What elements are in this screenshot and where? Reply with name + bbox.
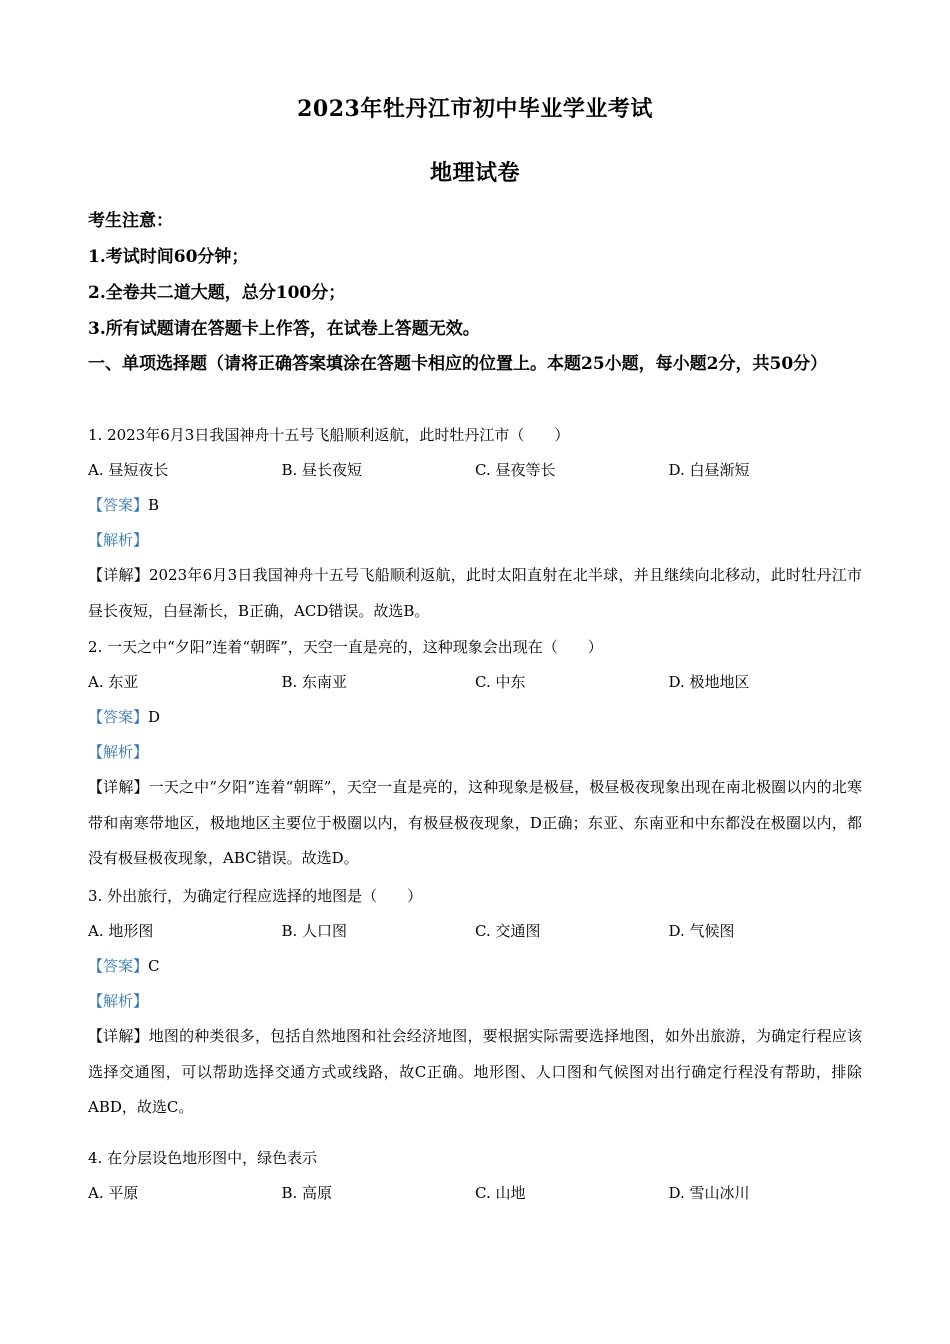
notice-block [88,203,862,347]
option-b: B. 人口图 [281,922,348,940]
answer-tag: 【答案】 [88,708,149,726]
detail-text: 2023年6月3日我国神舟十五号飞船顺利返航，此时太阳直射在北半球，并且继续向北移动，此时牡丹江市昼长夜短，白昼渐长，B正确，ACD错误。故选B。 [88,566,862,620]
options-row [88,665,862,700]
answer-tag: 【答案】 [88,957,149,975]
detail-tag: 【详解】 [88,778,149,796]
detail-tag: 【详解】 [88,1027,149,1045]
option-a: A. 昼短夜长 [88,461,169,479]
notice-item: 3.所有试题请在答题卡上作答，在试卷上答题无效。 [88,319,480,339]
option-c: C. 中东 [475,673,526,691]
answer-value: D [148,708,161,726]
analysis-tag: 【解析】 [88,992,149,1010]
option-d: D. 白昼渐短 [668,461,750,479]
detail-paragraph [88,1019,862,1126]
notice-item: 2.全卷共二道大题，总分100分； [88,283,346,303]
question-stem: 1. 2023年6月3日我国神舟十五号飞船顺利返航，此时牡丹江市（ ） [88,426,570,444]
question-2 [88,630,862,877]
section-text: 一、单项选择题（请将正确答案填涂在答题卡相应的位置上。本题25小题，每小题2分，共50分） [88,354,828,374]
answer-tag: 【答案】 [88,496,149,514]
option-a: A. 地形图 [88,922,154,940]
answer-line [88,949,862,984]
options-row [88,914,862,949]
question-stem: 4. 在分层设色地形图中，绿色表示 [88,1149,318,1167]
analysis-line [88,523,862,558]
analysis-line [88,735,862,770]
question-3 [88,879,862,1126]
option-b: B. 高原 [281,1184,333,1202]
option-b: B. 东南亚 [281,673,348,691]
analysis-tag: 【解析】 [88,531,149,549]
detail-text: 一天之中“夕阳”连着“朝晖”，天空一直是亮的，这种现象是极昼，极昼极夜现象出现在南北极圈以内的北寒带和南寒带地区，极地地区主要位于极圈以内，有极昼极夜现象，D正确；东亚、东南亚和中东都没在极圈以内，都没有极昼极夜现象，ABC错误。故选D。 [88,778,862,867]
notice-heading: 考生注意： [88,211,173,231]
analysis-line [88,984,862,1019]
exam-subtitle: 地理试卷 [429,160,520,186]
option-d: D. 气候图 [668,922,735,940]
analysis-tag: 【解析】 [88,743,149,761]
exam-title: 2023年牡丹江市初中毕业学业考试 [297,96,653,122]
detail-paragraph [88,558,862,629]
option-c: C. 山地 [475,1184,526,1202]
section-heading [88,346,862,383]
question-4 [88,1141,862,1211]
option-a: A. 东亚 [88,673,139,691]
detail-tag: 【详解】 [88,566,149,584]
option-a: A. 平原 [88,1184,139,1202]
detail-text: 地图的种类很多，包括自然地图和社会经济地图，要根据实际需要选择地图，如外出旅游，为确定行程应该选择交通图，可以帮助选择交通方式或线路，故C正确。地形图、人口图和气候图对出行确定行程没有帮助，排除ABD，故选C。 [88,1027,862,1116]
option-d: D. 雪山冰川 [668,1184,750,1202]
options-row [88,1176,862,1211]
answer-value: B [148,496,160,514]
notice-item: 1.考试时间60分钟； [88,247,249,267]
answer-value: C [148,957,160,975]
question-1 [88,418,862,629]
option-c: C. 交通图 [475,922,541,940]
option-c: C. 昼夜等长 [475,461,556,479]
options-row [88,453,862,488]
answer-line [88,700,862,735]
detail-paragraph [88,770,862,877]
answer-line [88,488,862,523]
option-b: B. 昼长夜短 [281,461,363,479]
option-d: D. 极地地区 [668,673,750,691]
question-stem: 2. 一天之中“夕阳”连着“朝晖”，天空一直是亮的，这种现象会出现在（ ） [88,638,603,656]
question-stem: 3. 外出旅行，为确定行程应选择的地图是（ ） [88,887,423,905]
